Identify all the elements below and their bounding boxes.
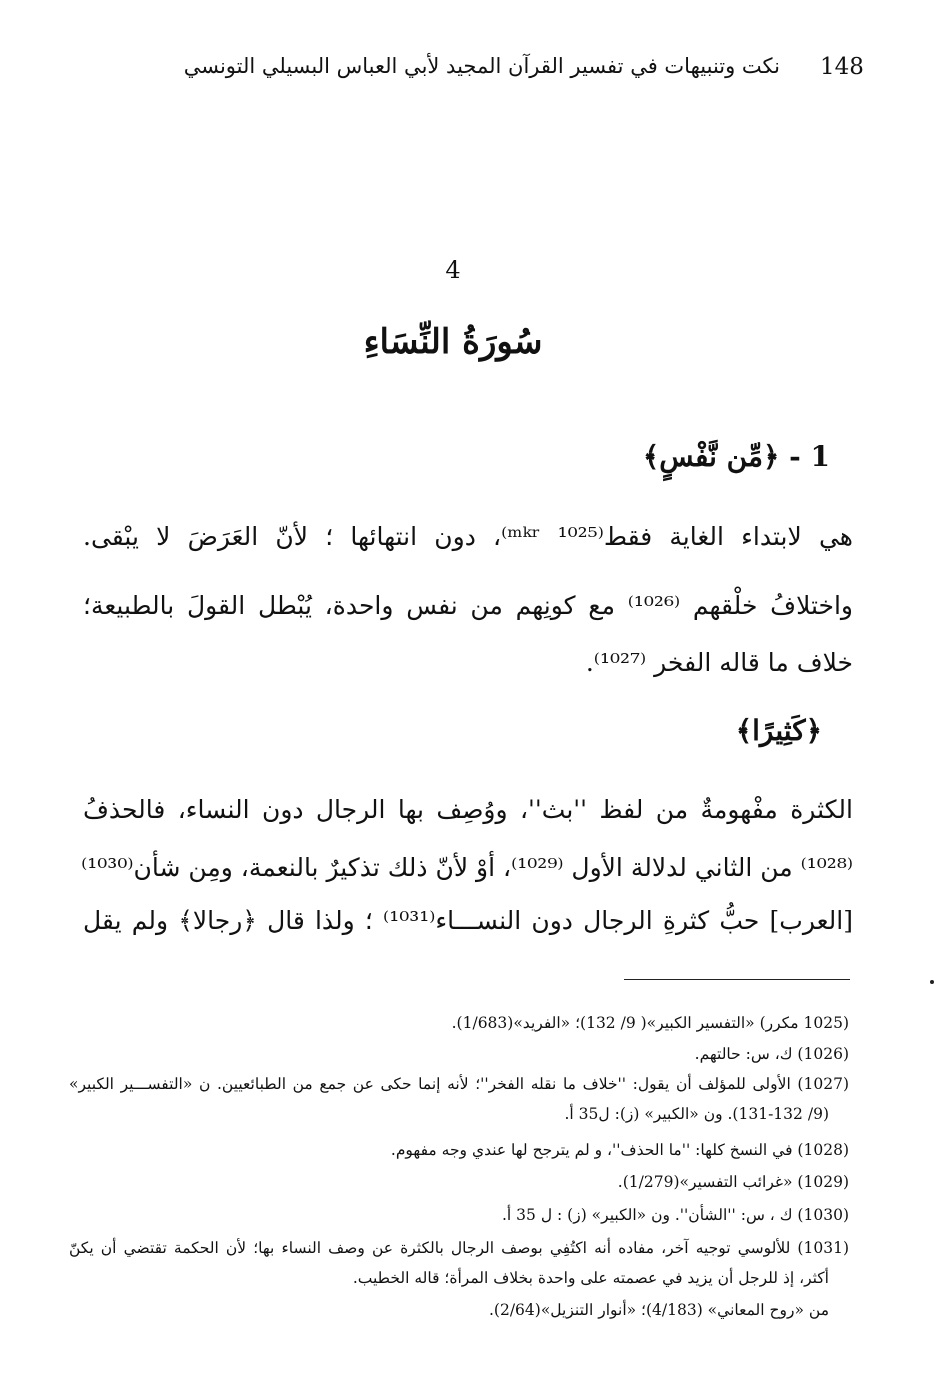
footnote: (1030) ك ، س: ''الشأن''. ون «الكبير» (ز) : ل 35 أ.: [502, 1206, 849, 1224]
entry-heading: ﴿كَثِيرًا﴾: [735, 714, 822, 747]
body-line: خلاف ما قاله الفخر ⁽¹⁰²⁷⁾.: [585, 648, 853, 677]
entry-heading: 1 - ﴿مِّن نَّفْسٍ﴾: [642, 440, 830, 473]
body-line: هي لابتداء الغاية فقط⁽¹⁰²⁵ ᵐᵏʳ⁾، دون انتهائها ؛ لأنّ العَرَضَ لا يبْقى.: [83, 522, 853, 551]
footnote: (1025 مكرر) «التفسير الكبير»( 9/ 132)؛ «الفريد»(1/683).: [451, 1014, 849, 1032]
footnote: (1029) «غرائب التفسير»(1/279).: [617, 1173, 849, 1191]
chapter-number: 4: [445, 256, 461, 284]
body-line: واختلافُ خلْقهم ⁽¹⁰²⁶⁾ مع كونِهم من نفس واحدة، يُبْطل القولَ بالطبيعة؛: [83, 591, 853, 620]
footnote-continuation: من «روح المعاني» (4/183)؛ «أنوار التنزيل»(2/64).: [488, 1301, 829, 1319]
footnote: (1026) ك، س: حالتهم.: [694, 1045, 849, 1063]
body-line: ⁽¹⁰²⁸⁾ من الثاني لدلالة الأول ⁽¹⁰²⁹⁾، أوْ لأنّ ذلك تذكيرٌ بالنعمة، ومِن شأن⁽¹⁰³⁰⁾: [81, 853, 853, 882]
chapter-title: سُورَةُ النِّسَاءِ: [363, 322, 543, 362]
running-header: نكت وتنبيهات في تفسير القرآن المجيد لأبي العباس البسيلي التونسي: [183, 54, 780, 78]
footnote: (1028) في النسخ كلها: ''ما الحذف''، و لم يترجح لها عندي وجه مفهوم.: [390, 1141, 849, 1159]
footnote: (1027) الأولى للمؤلف أن يقول: ''خلاف ما نقله الفخر''؛ لأنه إنما حكى عن جمع من الطبائعيين. ن «التفســـير الكبير»: [69, 1075, 849, 1093]
page-mark: [930, 980, 934, 984]
body-line: [العرب] حبُّ كثرةِ الرجال دون النســـاء⁽¹⁰³¹⁾ ؛ ولذا قال ﴿رجالا﴾ ولم يقل: [83, 906, 853, 935]
body-line: الكثرة مفْهومةٌ من لفظ ''بث''، ووُصِف بها الرجال دون النساء، فالحذفُ: [83, 795, 853, 824]
footnote-separator: [624, 979, 850, 980]
page-number: 148: [820, 54, 864, 80]
footnote-continuation: أكثر، إذ للرجل أن يزيد في عصمته على واحدة بخلاف المرأة؛ قاله الخطيب.: [352, 1269, 829, 1287]
footnote-continuation: (9/ 131-132). ون «الكبير» (ز): ل35 أ.: [564, 1105, 829, 1123]
footnote: (1031) للألوسي توجيه آخر، مفاده أنه اكتُفِي بوصف الرجال بالكثرة عن وصف النساء بها؛ لأن الحكمة تقتضي أن يكنّ: [69, 1239, 849, 1257]
